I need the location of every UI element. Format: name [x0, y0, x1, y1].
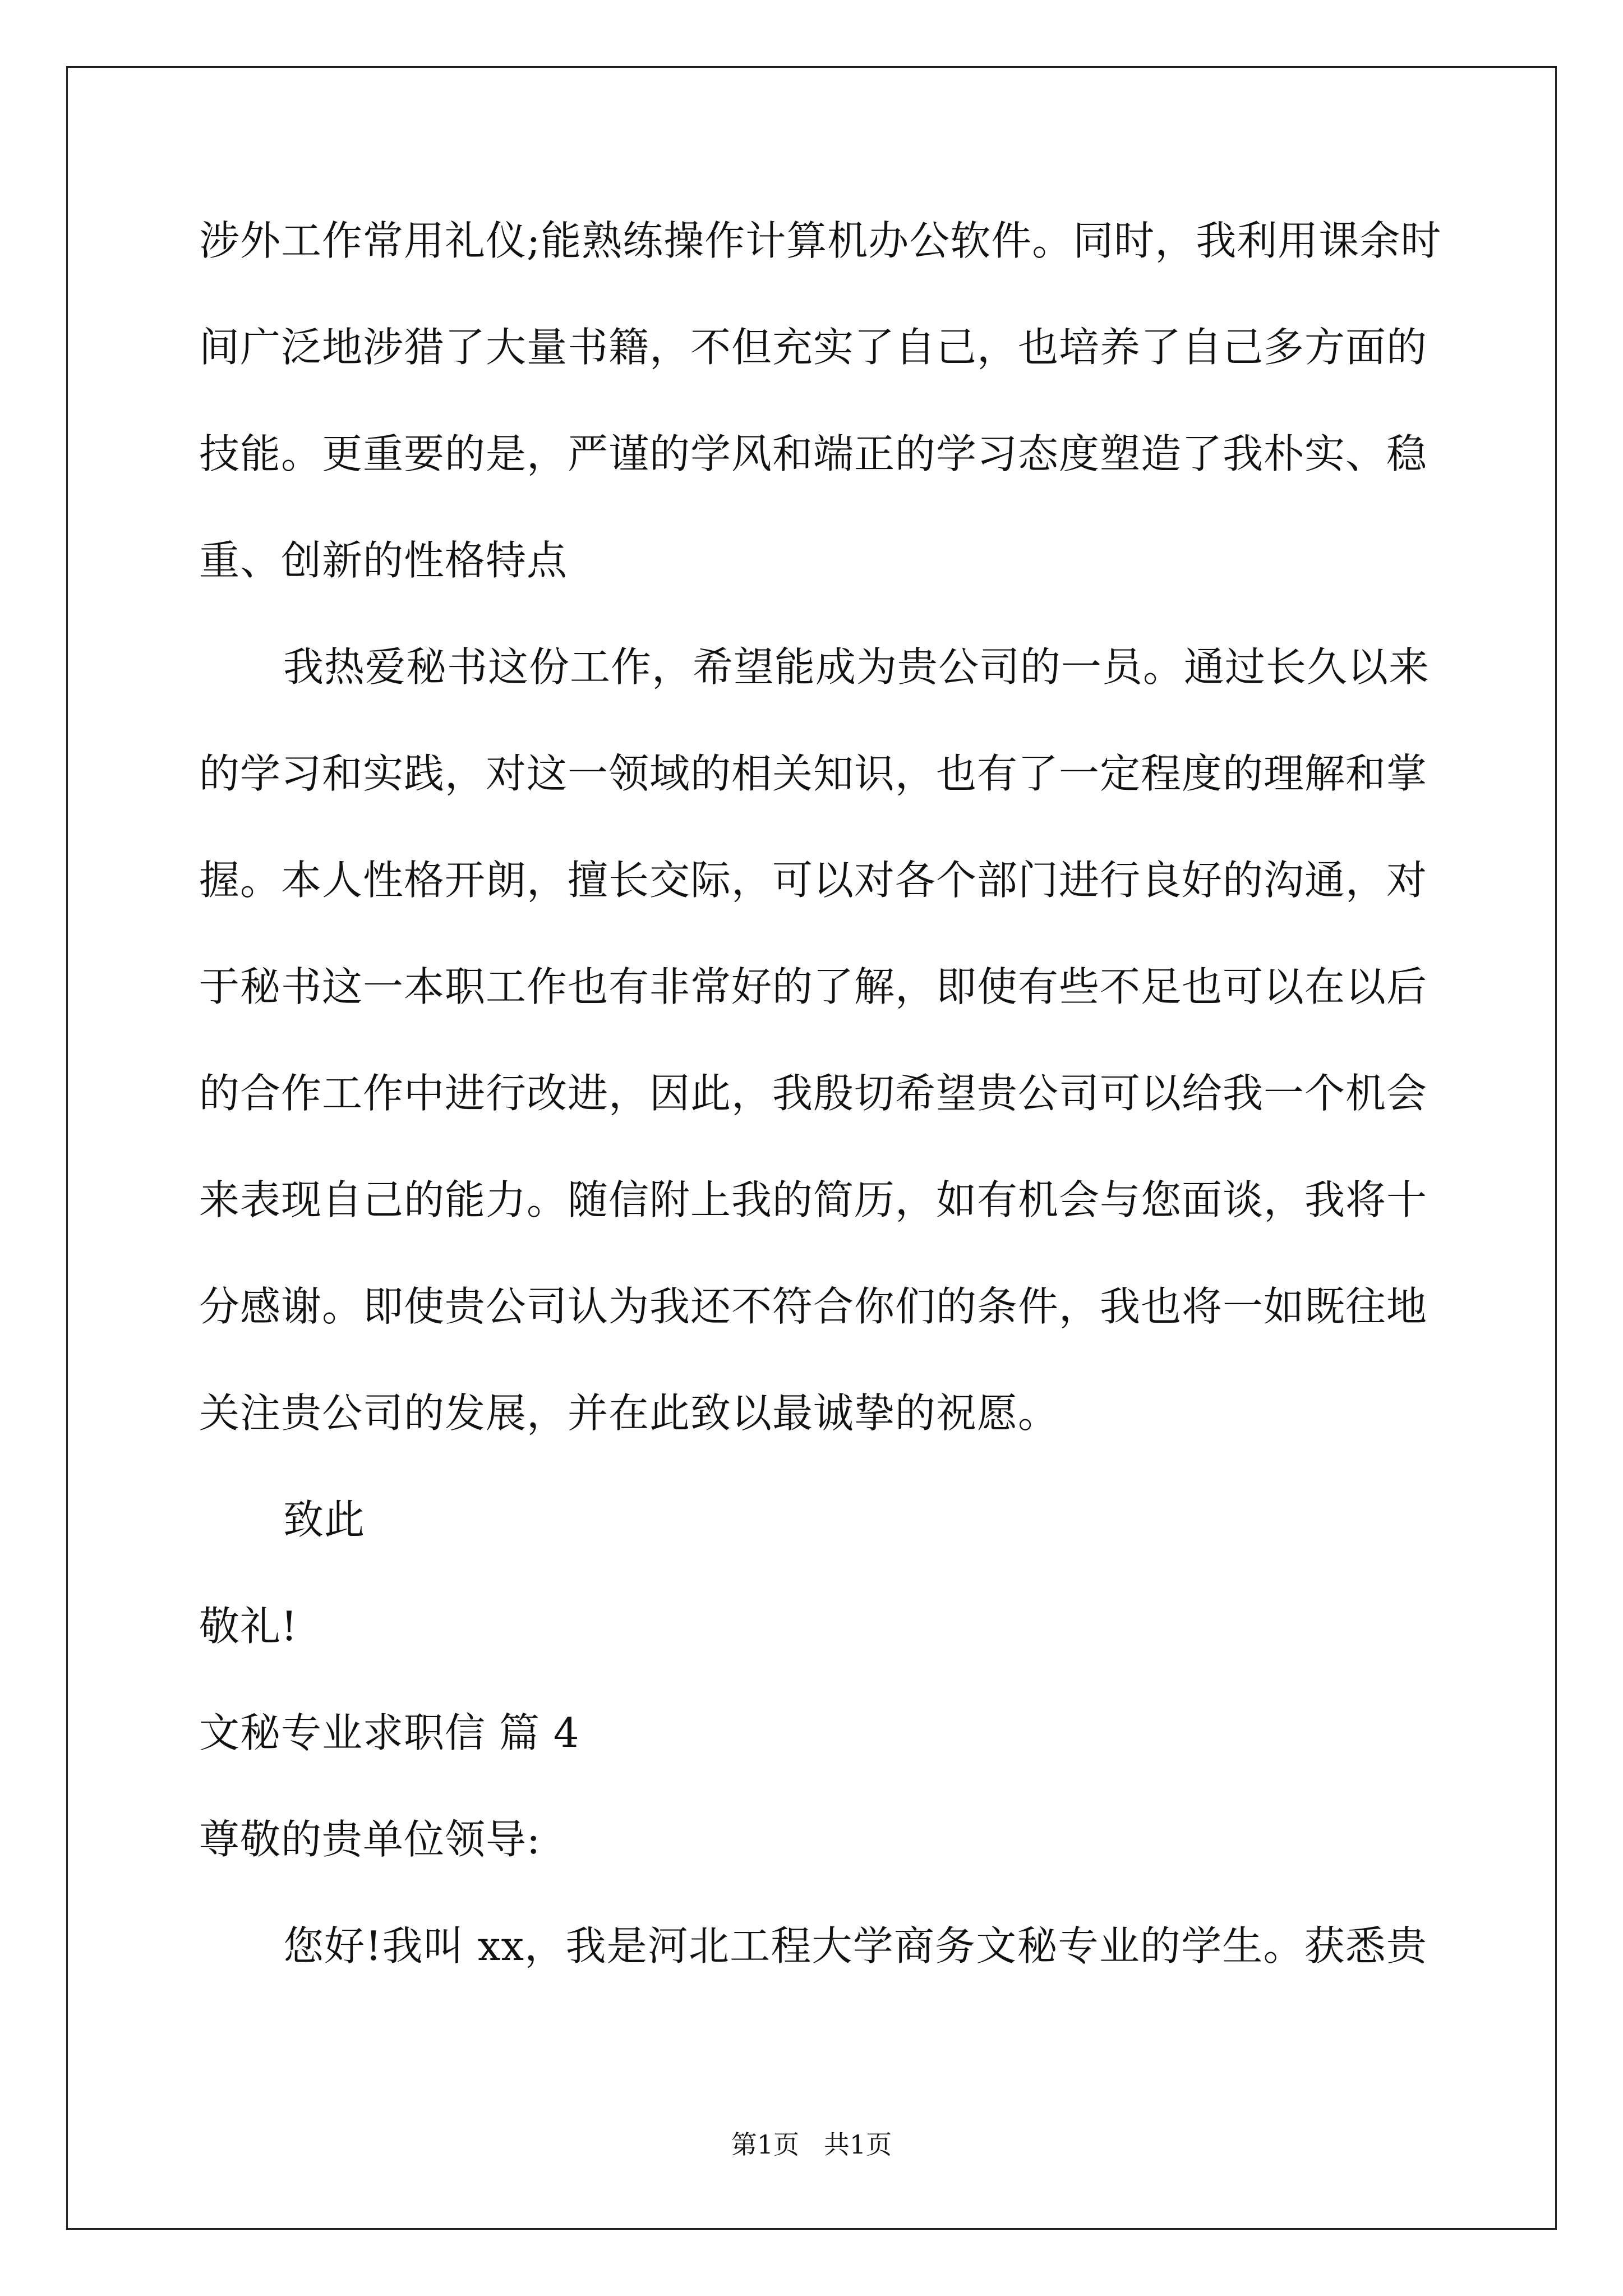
body-line-6: 的学习和实践，对这一领域的相关知识，也有了一定程度的理解和掌 [199, 750, 1428, 797]
body-line-1: 涉外工作常用礼仪;能熟练操作计算机办公软件。同时，我利用课余时 [199, 217, 1442, 264]
body-line-7: 握。本人性格开朗，擅长交际，可以对各个部门进行良好的沟通，对 [199, 857, 1428, 904]
salutation-closing: 敬礼! [199, 1603, 298, 1650]
body-line-9: 的合作工作中进行改进，因此，我殷切希望贵公司可以给我一个机会 [199, 1070, 1428, 1117]
body-line-4: 重、创新的性格特点 [199, 537, 568, 584]
body-line-2: 间广泛地涉猎了大量书籍，不但充实了自己，也培养了自己多方面的 [199, 324, 1428, 371]
greeting: 尊敬的贵单位领导: [199, 1816, 541, 1863]
body-line-12: 关注贵公司的发展，并在此致以最诚挚的祝愿。 [199, 1389, 1059, 1437]
closing-phrase: 致此 [283, 1496, 366, 1543]
page-number-footer: 第1页 共1页 [731, 2129, 892, 2160]
body-line-8: 于秘书这一本职工作也有非常好的了解，即使有些不足也可以在以后 [199, 963, 1428, 1010]
page-border [66, 66, 1557, 2230]
body-line-11: 分感谢。即使贵公司认为我还不符合你们的条件，我也将一如既往地 [199, 1283, 1428, 1330]
body-line-5: 我热爱秘书这份工作，希望能成为贵公司的一员。通过长久以来 [283, 643, 1430, 691]
body-line-3: 技能。更重要的是，严谨的学风和端正的学习态度塑造了我朴实、稳 [199, 430, 1428, 477]
section-heading: 文秘专业求职信 篇 4 [199, 1709, 580, 1756]
body-line-17: 您好!我叫 xx，我是河北工程大学商务文秘专业的学生。获悉贵 [283, 1922, 1427, 1970]
body-line-10: 来表现自己的能力。随信附上我的简历，如有机会与您面谈，我将十 [199, 1176, 1428, 1223]
